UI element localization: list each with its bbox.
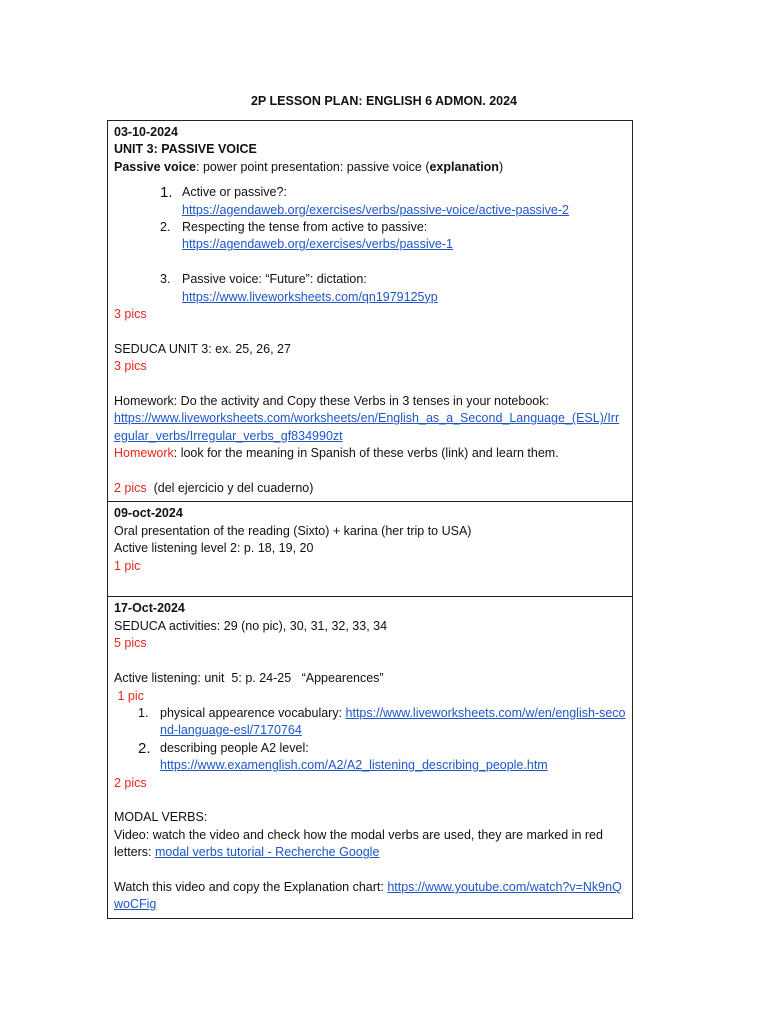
- list-text: physical appearence vocabulary:: [160, 705, 346, 720]
- youtube-link[interactable]: https://www.youtube.com/watch?v=Nk9nQwoCFig: [114, 879, 622, 912]
- pics-count: 3 pics: [114, 359, 147, 374]
- list-number: 1.: [160, 184, 173, 202]
- section-date: 03-10-2024: [114, 125, 178, 139]
- modal-line: [114, 827, 626, 862]
- pics-count: 1 pic: [114, 688, 144, 703]
- text-line: Oral presentation of the reading (Sixto) + karina (her trip to USA): [114, 523, 472, 538]
- list-item: [114, 740, 626, 775]
- exercise-link[interactable]: https://www.liveworksheets.com/qn1979125yp: [182, 289, 438, 304]
- pics-count: 2 pics: [114, 775, 147, 790]
- modal-text: Video: watch the video and check how the modal verbs are used, they are marked in red letters:: [114, 827, 603, 860]
- list-item: [114, 184, 626, 219]
- list-number: 2.: [160, 220, 171, 235]
- exercise-list: [114, 184, 626, 306]
- list-item: [114, 705, 626, 740]
- intro-mid: : power point presentation: passive voice (: [196, 159, 430, 174]
- intro-bold2: explanation: [429, 159, 499, 174]
- intro-line: [114, 159, 626, 176]
- watch-line: [114, 879, 626, 914]
- exercise-link[interactable]: https://agendaweb.org/exercises/verbs/passive-voice/active-passive-2: [182, 202, 569, 217]
- list-item: [114, 219, 626, 254]
- lesson-plan-table: [107, 120, 633, 919]
- text-line: Active listening level 2: p. 18, 19, 20: [114, 541, 314, 556]
- homework-label: Homework: [114, 446, 174, 461]
- section-date: 09-oct-2024: [114, 506, 183, 521]
- modal-link[interactable]: modal verbs tutorial - Recherche Google: [155, 845, 380, 860]
- list-text: describing people A2 level:: [160, 740, 309, 755]
- listening-list: [114, 705, 626, 775]
- section-row-1: [108, 121, 633, 502]
- section-cell-1: [108, 121, 633, 502]
- pics-note: (del ejercicio y del cuaderno): [146, 481, 314, 496]
- list-number: 1.: [138, 705, 149, 720]
- list-text: Passive voice: “Future”: dictation:: [182, 272, 367, 287]
- list-number: 3.: [160, 272, 171, 287]
- intro-bold: Passive voice: [114, 159, 197, 174]
- modal-title: MODAL VERBS:: [114, 810, 208, 825]
- intro-end: ): [498, 159, 504, 174]
- list-item: [114, 271, 626, 306]
- homework-line-2: [114, 445, 626, 462]
- list-entry: [160, 705, 626, 740]
- seduca-line: SEDUCA activities: 29 (no pic), 30, 31, 32, 33, 34: [114, 618, 388, 633]
- watch-text: Watch this video and copy the Explanation chart:: [114, 879, 388, 894]
- list-text: Respecting the tense from active to passive:: [182, 220, 428, 235]
- listening-line: Active listening: unit 5: p. 24-25 “Appearences”: [114, 671, 384, 686]
- pics-count: 3 pics: [114, 307, 147, 322]
- section-cell-2: [108, 502, 633, 597]
- section-row-2: [108, 502, 633, 597]
- pics-count: 5 pics: [114, 636, 147, 651]
- pics-line: [114, 480, 626, 497]
- list-number: 2.: [138, 739, 151, 757]
- pics-count: 2 pics: [114, 481, 147, 496]
- unit-title: UNIT 3: PASSIVE VOICE: [114, 142, 257, 157]
- pics-count: 1 pic: [114, 558, 141, 573]
- section-row-3: [108, 597, 633, 918]
- listening-link[interactable]: https://www.examenglish.com/A2/A2_listening_describing_people.htm: [160, 758, 548, 773]
- list-text: Active or passive?:: [182, 185, 287, 200]
- section-date: 17-Oct-2024: [114, 601, 185, 616]
- document-title: 2P LESSON PLAN: ENGLISH 6 ADMON. 2024: [250, 94, 518, 108]
- homework-line: Homework: Do the activity and Copy these Verbs in 3 tenses in your notebook:: [114, 394, 549, 409]
- exercise-link[interactable]: https://agendaweb.org/exercises/verbs/passive-1: [182, 237, 453, 252]
- homework-text: : look for the meaning in Spanish of these verbs (link) and learn them.: [173, 446, 559, 461]
- section-cell-3: [108, 597, 633, 918]
- seduca-line: SEDUCA UNIT 3: ex. 25, 26, 27: [114, 341, 291, 356]
- homework-link[interactable]: https://www.liveworksheets.com/worksheets/en/English_as_a_Second_Language_(ESL)/Irregular_verbs/Irregular_verbs_gf834990zt: [114, 411, 620, 443]
- vocabulary-link[interactable]: https://www.liveworksheets.com/w/en/english-second-language-esl/7170764: [160, 705, 626, 738]
